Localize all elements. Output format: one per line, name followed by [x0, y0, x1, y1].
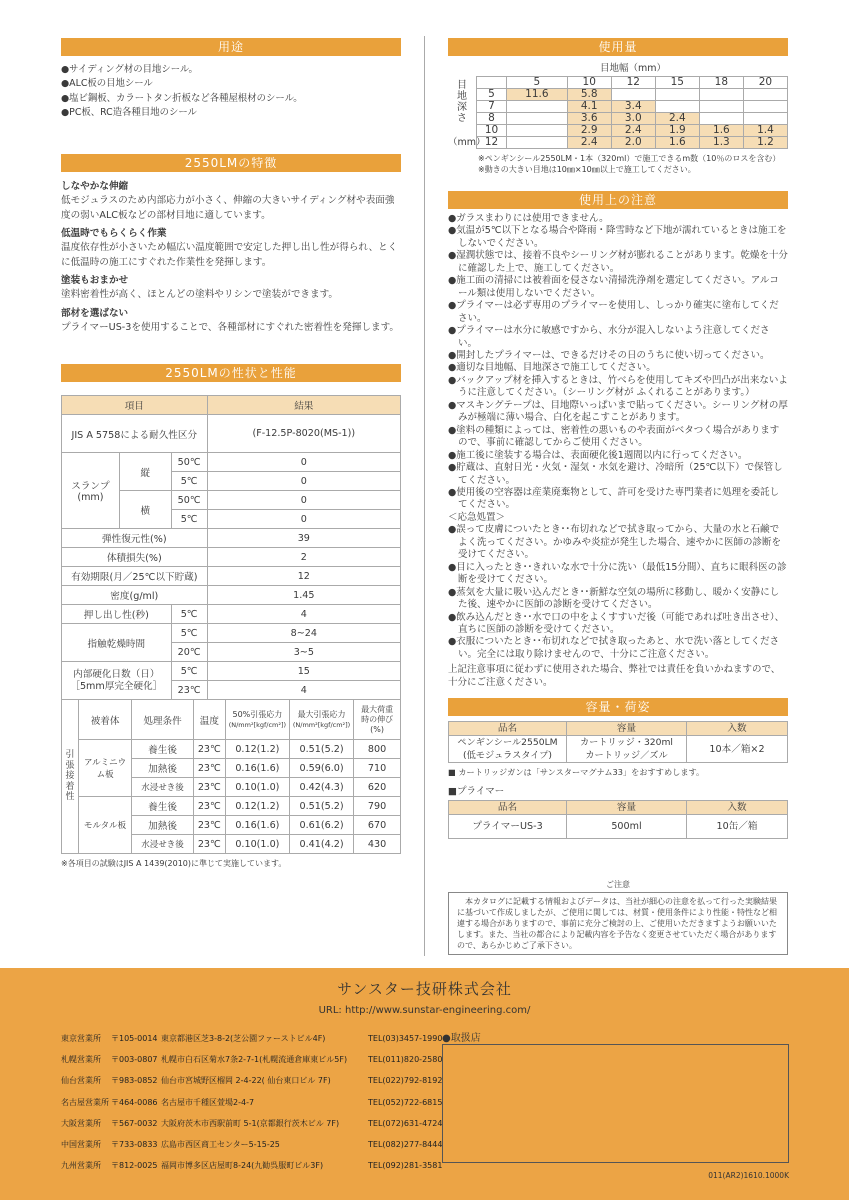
stress50-cell: 0.10(1.0) — [225, 835, 289, 854]
stress50-cell: 0.10(1.0) — [225, 778, 289, 797]
cond-cell: 養生後 — [132, 797, 194, 816]
usage-header: 用途 — [61, 38, 401, 56]
cond-cell: 水浸せき後 — [132, 835, 194, 854]
temp-cell: 5℃ — [171, 472, 207, 491]
condition-head: 処理条件 — [132, 700, 194, 740]
slump-value: 0 — [207, 472, 400, 491]
col-head-item: 項目 — [62, 396, 208, 415]
elongation-cell: 790 — [354, 797, 401, 816]
caution-item: ●施工面の清掃には被着面を侵さない清掃洗浄剤を選定してください。アルコール類は使用しないでください。 — [448, 275, 779, 299]
caution-item: ●湿潤状態では、接着不良やシーリング材が膨れることがあります。乾燥を十分に確認した上で、施工してください。 — [448, 250, 788, 274]
cond-cell: 加熱後 — [132, 759, 194, 778]
elongation-cell: 430 — [354, 835, 401, 854]
jis-value: (F-12.5P-8020(MS-1)) — [207, 415, 400, 453]
feature-heading: 部材を選ばない — [61, 307, 129, 319]
temp-head: 温度 — [193, 700, 225, 740]
product-qty: 10本／箱×2 — [687, 736, 788, 763]
width-label: 目地幅（mm） — [599, 63, 666, 74]
temp-cell: 5℃ — [171, 605, 207, 624]
feature-text: 低モジュラスのため内部応力が小さく、伸縮の大きいサイディング材や表面強度の弱いALC板などの部材目地に適しています。 — [61, 195, 395, 221]
right-column — [448, 38, 788, 950]
stress50-cell: 0.12(1.2) — [225, 740, 289, 759]
recovery-label: 弾性復元性(%) — [62, 529, 208, 548]
stressmax-cell: 0.42(4.3) — [289, 778, 353, 797]
properties-table — [61, 395, 401, 700]
elongation-cell: 670 — [354, 816, 401, 835]
temp-cell: 23℃ — [171, 681, 207, 700]
usage-item: ●ALC板の目地シール — [61, 78, 153, 90]
feature-heading: しなやかな伸縮 — [61, 181, 129, 192]
slump-value: 0 — [207, 453, 400, 472]
office-row: 九州営業所 〒812-0025 福岡市博多区店屋町8-24(九勧呉服町ビル3F) TEL(092)281-3581 — [61, 1161, 443, 1171]
stressmax-cell: 0.61(6.2) — [289, 816, 353, 835]
stress50-head: 50%引張応力 — [232, 709, 283, 719]
company-url[interactable]: URL: http://www.sunstar-engineering.com/ — [318, 1005, 531, 1016]
properties-note: ※各項目の試験はJIS A 1439(2010)に準じて実施しています。 — [61, 859, 287, 868]
notice-box: 本カタログに記載する情報およびデータは、当社が細心の注意を払って行った実験結果に基づいて作成しましたが、ご使用に関しては、材質・使用条件により性能・特性など相違する場合がありますので、事前に充分ご検討の上、ご使用いただきますようお願いいたします。また、当社の都合により記載内容を予告なく変更させていただく場合がありますので、あらかじめご了承下さい。 — [448, 892, 788, 955]
stressmax-cell: 0.51(5.2) — [289, 740, 353, 759]
caution-item: ●プライマーは必ず専用のプライマーを使用し、しっかり確実に塗布してください。 — [448, 300, 779, 324]
caution-item: ＜応急処置＞ — [448, 511, 506, 523]
slump-horizontal: 横 — [119, 491, 171, 529]
dealer-label: ●取扱店 — [442, 1033, 481, 1044]
substrate-aluminum: アルミニウム板 — [79, 740, 132, 797]
caution-item: ●使用後の空容器は産業廃棄物として、許可を受けた専門業者に処理を委託してください。 — [448, 486, 780, 511]
temp-cell: 23℃ — [193, 778, 225, 797]
cure-value: 4 — [207, 681, 400, 700]
temp-cell: 50℃ — [171, 491, 207, 510]
product-name: ペンギンシール2550LM (低モジュラスタイプ) — [449, 736, 567, 763]
office-row: 名古屋営業所 〒464-0086 名古屋市千種区萱場2-4-7 TEL(052)722-6815 — [61, 1097, 443, 1107]
elongation-cell: 620 — [354, 778, 401, 797]
caution-item: ●衣服についたとき･･布切れなどで拭き取ったあと、水で洗い落としてください。完全には取り除けませんので、十分にご注意ください。 — [448, 636, 780, 660]
slump-vertical: 縦 — [119, 453, 171, 491]
density-value: 1.45 — [207, 586, 400, 605]
temp-cell: 23℃ — [193, 797, 225, 816]
column-divider — [424, 36, 425, 956]
caution-item: ●施工後に塗装する場合は、表面硬化後1週間以内に行ってください。 — [448, 449, 748, 461]
tack-value: 3~5 — [207, 643, 400, 662]
office-row: 札幌営業所 〒003-0807 札幌市白石区菊水7条2-7-1(札幌流通倉庫東ビル5F) TEL(011)820-2580 — [61, 1055, 443, 1065]
office-row: 東京営業所 〒105-0014 東京都港区芝3-8-2(芝公園ファーストビル4F) TEL(03)3457-1990 — [61, 1034, 443, 1043]
caution-item: ●バックアップ材を挿入するときは、竹べらを使用してキズや凹凸が出来ないように注意してください。（シーリング材が ふくれることがあります。） — [448, 374, 788, 399]
density-label: 密度(g/ml) — [62, 586, 208, 605]
adhesion-table — [61, 699, 401, 854]
caution-item: ●プライマーは水分に敏感ですから、水分が混入しないよう注意してください。 — [448, 325, 770, 349]
packing-header: 容量・荷姿 — [448, 698, 788, 716]
caution-item: ●蒸気を大量に吸い込んだとき･･新鮮な空気の場所に移動し、暖かく安静にした後、速やかに医師の診断を受けてください。 — [448, 586, 780, 611]
usage-item: ●PC板、RC造各種目地のシール — [61, 107, 197, 119]
feature-text: 温度依存性が小さいため幅広い温度範囲で安定した押し出し性が得られ、とくに低温時の施工にすぐれた作業性を発揮します。 — [61, 242, 398, 268]
company-footer — [0, 968, 849, 1200]
usage-amount-table: 5 10 12 15 18 20 5 11.6 5.8 7 4.1 3.4 8 3.6 3.0 2.4 10 2.9 2.4 1.9 1.6 1.4 12 2.4 2.0 1.6 1.3 1.2 — [476, 76, 788, 149]
temp-cell: 23℃ — [193, 759, 225, 778]
primer-qty: 10缶／箱 — [687, 815, 788, 839]
volume-value: 2 — [207, 548, 400, 567]
depth-label: 目 地 深 さ — [457, 80, 467, 124]
company-name: サンスター技研株式会社 — [337, 980, 512, 998]
features-list — [61, 172, 401, 364]
caution-item: ●目に入ったとき･･きれいな水で十分に洗い（最低15分間）、直ちに眼科医の診断を受けてください。 — [448, 561, 787, 586]
caution-item: ●貯蔵は、直射日光・火気・湿気・水気を避け、冷暗所（25℃以下）で保管してください。 — [448, 462, 783, 486]
extrude-label: 押し出し性(秒) — [62, 605, 172, 624]
primer-head-qty: 入数 — [687, 801, 788, 815]
feature-heading: 低温時でもらくらく作業 — [61, 228, 167, 240]
extrude-value: 4 — [207, 605, 400, 624]
catalog-code: 011(AR2)1610.1000K — [708, 1171, 789, 1180]
slump-value: 0 — [207, 491, 400, 510]
elongation-cell: 800 — [354, 740, 401, 759]
caution-item: ●誤って皮膚についたとき･･布切れなどで拭き取ってから、大量の水と石鹸でよく洗ってください。かゆみや炎症が発生した場合、速やかに医師の診断を受けてください。 — [448, 524, 782, 561]
caution-item: ●ガラスまわりには使用できません。 — [448, 213, 609, 224]
caution-list — [448, 213, 788, 689]
office-row: 仙台営業所 〒983-0852 仙台市宮城野区榴岡 2-4-22( 仙台東口ビル 7F) TEL(022)792-8192 — [61, 1076, 443, 1086]
notice-title: ご注意 — [606, 880, 630, 889]
packing-head-name: 品名 — [449, 722, 567, 736]
feature-heading: 塗装もおまかせ — [61, 275, 129, 287]
usage-item: ●サイディング材の目地シール。 — [61, 64, 198, 75]
product-capacity: カートリッジ・320ml カートリッジ／ズル — [567, 736, 687, 763]
temp-cell: 23℃ — [193, 835, 225, 854]
primer-head-name: 品名 — [449, 801, 567, 815]
depth-unit: （mm） — [448, 137, 486, 148]
shelf-value: 12 — [207, 567, 400, 586]
cond-cell: 水浸せき後 — [132, 778, 194, 797]
tack-value: 8~24 — [207, 624, 400, 643]
packing-head-qty: 入数 — [687, 722, 788, 736]
tack-label: 指触乾燥時間 — [62, 624, 172, 662]
caution-final: 上記注意事項に従わずに使用された場合、弊社では責任を負いかねますので、十分にご注意ください。 — [448, 664, 781, 688]
caution-item: ●気温が5℃以下となる場合や降雨・降雪時など下地が濡れているときは施工をしないでください。 — [448, 225, 787, 249]
stressmax-head: 最大引張応力 — [297, 709, 346, 719]
office-row: 大阪営業所 〒567-0032 大阪府茨木市西駅前町 5-1(京都銀行茨木ビル 7F) TEL(072)631-4724 — [61, 1118, 443, 1128]
temp-cell: 23℃ — [193, 816, 225, 835]
primer-name: プライマーUS-3 — [449, 815, 567, 839]
cure-label: 内部硬化日数（日） ［5mm厚完全硬化］ — [62, 662, 172, 700]
amount-note: ※ペンギンシール2550LM・1本（320ml）で施工できるm数（10％のロスを含む） — [478, 154, 781, 163]
packing-table — [448, 721, 788, 763]
stress50-cell: 0.16(1.6) — [225, 759, 289, 778]
cond-cell: 養生後 — [132, 740, 194, 759]
usage-list — [61, 56, 401, 154]
stressmax-cell: 0.41(4.2) — [289, 835, 353, 854]
jis-label: JIS A 5758による耐久性区分 — [62, 415, 208, 453]
substrate-mortar: モルタル板 — [79, 797, 132, 854]
amount-note: ※動きの大きい目地は10㎜×10㎜以上で施工してください。 — [478, 165, 696, 174]
office-row: 中国営業所 〒733-0833 広島市西区商工センター5-15-25 TEL(082)277-8444 — [61, 1140, 443, 1150]
gun-note: ■ カートリッジガンは「サンスターマグナム33」をおすすめします。 — [448, 767, 705, 777]
properties-header: 2550LMの性状と性能 — [61, 364, 401, 382]
temp-cell: 20℃ — [171, 643, 207, 662]
caution-item: ●飲み込んだとき･･水で口の中をよくすすいだ後（可能であれば吐き出させ）、直ちに医師の診断を受けてください。 — [448, 611, 785, 635]
col-head-result: 結果 — [207, 396, 400, 415]
feature-text: 塗料密着性が高く、ほとんどの塗料やリシンで塗装ができます。 — [61, 289, 339, 301]
stressmax-cell: 0.59(6.0) — [289, 759, 353, 778]
elongation-head: 最大荷重時の伸び(%) — [354, 700, 401, 740]
amount-header: 使用量 — [448, 38, 788, 56]
packing-head-capacity: 容量 — [567, 722, 687, 736]
stressmax-unit: (N/mm²[kgf/cm²]) — [292, 720, 351, 729]
feature-text: プライマーUS-3を使用することで、各種部材にすぐれた密着性を発揮します。 — [61, 321, 400, 333]
caution-item: ●マスキングテープは、目地際いっぱいまで貼ってください。シーリング材の厚みが極端に薄い場合、白化を起こすことがあります。 — [448, 399, 788, 424]
temp-cell: 5℃ — [171, 624, 207, 643]
primer-table — [448, 800, 788, 839]
elongation-cell: 710 — [354, 759, 401, 778]
caution-item: ●適切な目地幅、目地深さで施工してください。 — [448, 362, 656, 374]
cond-cell: 加熱後 — [132, 816, 194, 835]
caution-item: ●開封したプライマーは、できるだけその日のうちに使い切ってください。 — [448, 349, 770, 361]
primer-head-capacity: 容量 — [567, 801, 687, 815]
features-header: 2550LMの特徴 — [61, 154, 401, 172]
primer-label: ■プライマー — [448, 786, 505, 797]
dealer-box — [442, 1044, 789, 1163]
stress50-unit: (N/mm²[kgf/cm²]) — [228, 720, 287, 729]
slump-value: 0 — [207, 510, 400, 529]
recovery-value: 39 — [207, 529, 400, 548]
volume-label: 体積損失(%) — [62, 548, 208, 567]
substrate-head: 被着体 — [79, 700, 132, 740]
temp-cell: 23℃ — [193, 740, 225, 759]
usage-item: ●塩ビ鋼板、カラートタン折板など各種屋根材のシール。 — [61, 92, 303, 104]
caution-item: ●塗料の種類によっては、密着性の悪いものや表面がベタつく場合がありますので、事前に確認してからご使用ください。 — [448, 424, 780, 449]
shelf-label: 有効期限(月／25℃以下貯蔵) — [62, 567, 208, 586]
adhesion-label: 引張接着性 — [65, 750, 75, 803]
office-list — [61, 1028, 443, 1176]
stressmax-cell: 0.51(5.2) — [289, 797, 353, 816]
cure-value: 15 — [207, 662, 400, 681]
temp-cell: 5℃ — [171, 662, 207, 681]
temp-cell: 5℃ — [171, 510, 207, 529]
primer-capacity: 500ml — [567, 815, 687, 839]
stress50-cell: 0.16(1.6) — [225, 816, 289, 835]
temp-cell: 50℃ — [171, 453, 207, 472]
caution-header: 使用上の注意 — [448, 191, 788, 209]
left-column — [61, 38, 401, 869]
slump-label: スランプ (mm) — [62, 453, 120, 529]
stress50-cell: 0.12(1.2) — [225, 797, 289, 816]
